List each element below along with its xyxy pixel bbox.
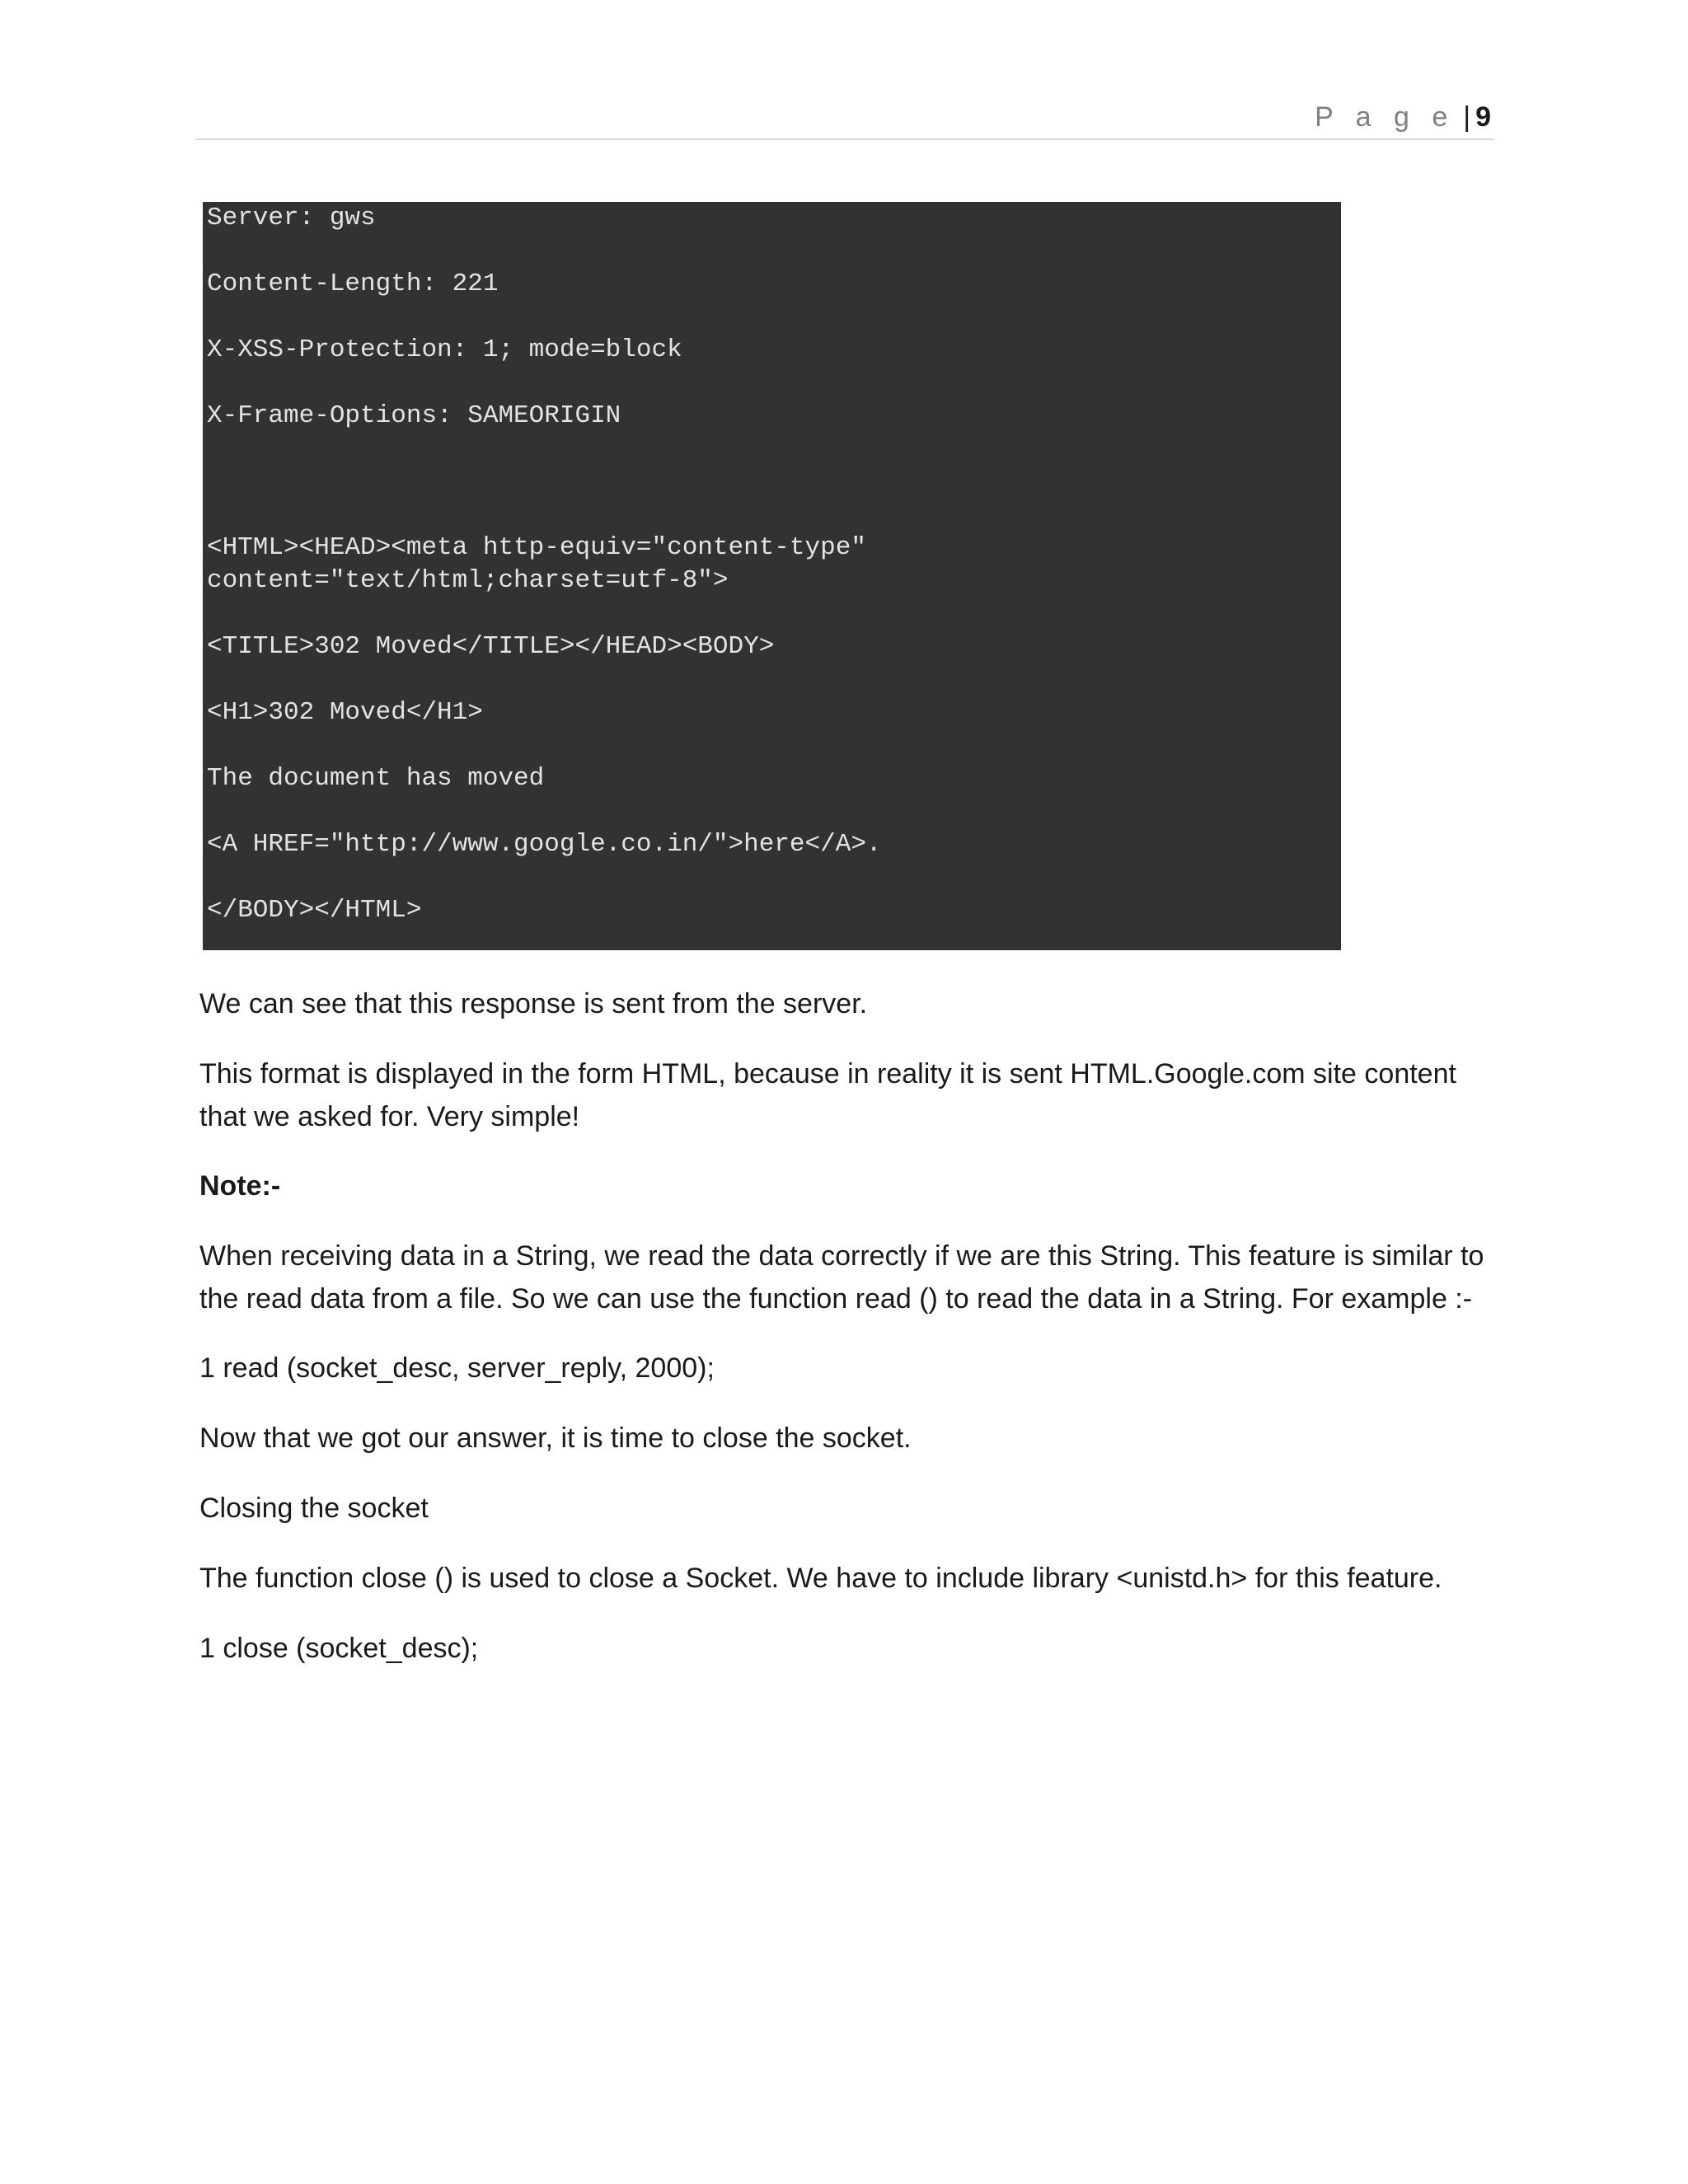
page-separator: | [1463, 101, 1471, 133]
section-heading-closing-socket: Closing the socket [199, 1493, 429, 1524]
page-number: 9 [1475, 101, 1491, 133]
response-line-close-tags: </BODY></HTML> [207, 896, 422, 925]
response-line-xss-protection: X-XSS-Protection: 1; mode=block [207, 335, 682, 364]
paragraph-close-socket: Now that we got our answer, it is time to close the socket. [199, 1422, 912, 1454]
paragraph-close-function: The function close () is used to close a Socket. We have to include library <unistd.h> for this feature. [199, 1563, 1442, 1594]
page-word: P a g e [1315, 101, 1456, 133]
response-line-server: Server: gws [207, 204, 376, 232]
response-line-content-length: Content-Length: 221 [207, 269, 499, 298]
response-line-title: <TITLE>302 Moved</TITLE></HEAD><BODY> [207, 632, 775, 661]
response-line-content-type: content="text/html;charset=utf-8"> [207, 566, 729, 595]
page-header [195, 97, 1494, 140]
note-label: Note:- [199, 1170, 281, 1202]
response-line-html-head: <HTML><HEAD><meta http-equiv="content-type" [207, 533, 866, 562]
paragraph-response-sent: We can see that this response is sent from the server. [199, 988, 868, 1019]
page-number-label [1315, 101, 1491, 134]
code-close-example: 1 close (socket_desc); [199, 1633, 479, 1664]
paragraph-html-format: This format is displayed in the form HTML, because in reality it is sent HTML.Google.com site content that we asked for. Very simple! [199, 1058, 1456, 1132]
response-line-document-moved: The document has moved [207, 764, 545, 793]
code-read-example: 1 read (socket_desc, server_reply, 2000); [199, 1352, 715, 1384]
response-line-frame-options: X-Frame-Options: SAMEORIGIN [207, 401, 621, 430]
http-response-screenshot [203, 202, 1341, 950]
response-line-h1: <H1>302 Moved</H1> [207, 698, 483, 727]
response-line-href: <A HREF="http://www.google.co.in/">here</A>. [207, 830, 882, 859]
paragraph-receiving-data: When receiving data in a String, we read the data correctly if we are this String. This feature is similar to the read data from a file. So we can use the function read () to read the data in a String. For example :- [199, 1240, 1484, 1315]
